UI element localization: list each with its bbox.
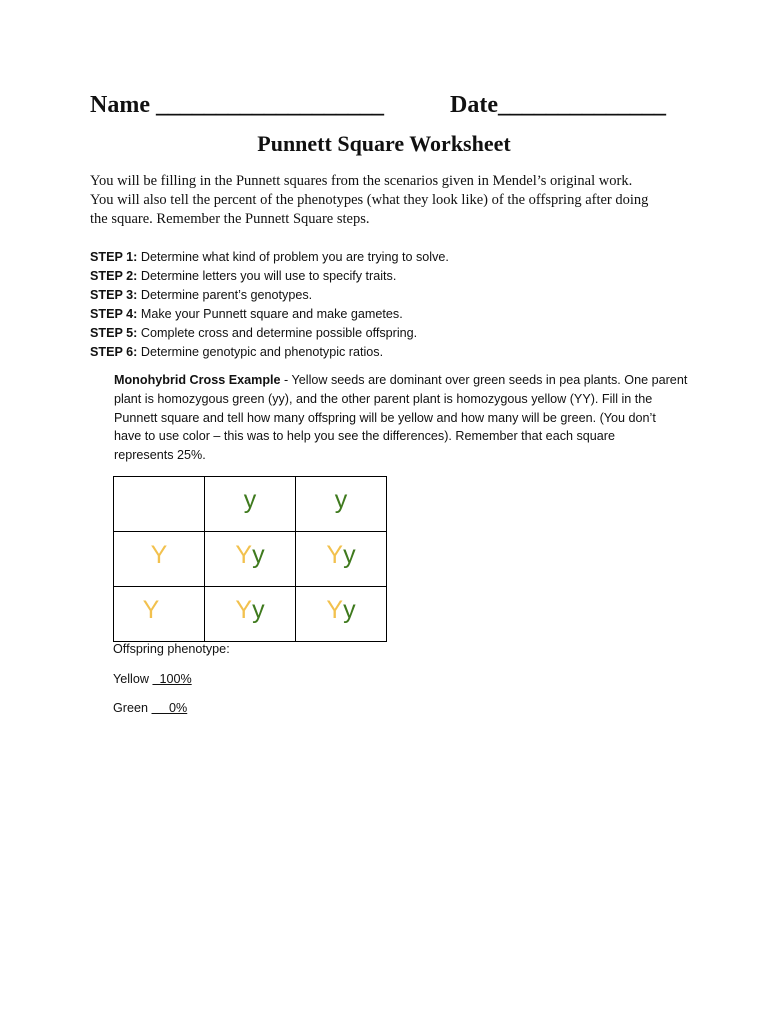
step-text: Determine parent’s genotypes. (137, 288, 313, 302)
punnett-row (114, 532, 387, 587)
allele-dominant: Y (326, 540, 344, 569)
punnett-top-allele (296, 477, 387, 532)
punnett-row-header (114, 477, 387, 532)
intro-paragraph (90, 172, 680, 229)
allele-dominant: Y (150, 540, 168, 569)
allele-dominant: Y (326, 595, 344, 624)
phenotype-yellow-label: Yellow (113, 672, 149, 686)
intro-line: You will be filling in the Punnett squares from the scenarios given in Mendel’s original work. (90, 173, 633, 189)
step-text: Determine what kind of problem you are trying to solve. (137, 250, 449, 264)
allele-dominant: Y (235, 595, 253, 624)
step-item (90, 286, 449, 305)
phenotype-green-row (113, 701, 187, 715)
punnett-top-allele (205, 477, 296, 532)
punnett-cell[interactable] (205, 532, 296, 587)
allele-dominant: Y (235, 540, 253, 569)
phenotype-yellow-value[interactable]: 100% (152, 672, 192, 686)
phenotype-green-label: Green (113, 701, 149, 715)
punnett-cell[interactable] (296, 587, 387, 642)
punnett-left-allele (114, 587, 205, 642)
step-item (90, 248, 449, 267)
step-label: STEP 2: (90, 269, 138, 283)
allele-recessive: y (343, 540, 356, 569)
page-title: Punnett Square Worksheet (257, 131, 511, 156)
step-item (90, 305, 449, 324)
allele-recessive: y (243, 485, 257, 514)
step-text: Make your Punnett square and make gametes. (137, 307, 403, 321)
punnett-row (114, 587, 387, 642)
example-line (114, 371, 694, 390)
example-heading: Monohybrid Cross Example (114, 373, 281, 387)
allele-recessive: y (343, 595, 356, 624)
step-item (90, 343, 449, 362)
step-item (90, 267, 449, 286)
intro-line: You will also tell the percent of the phenotypes (what they look like) of the offspring after doing (90, 192, 649, 208)
example-text: - Yellow seeds are dominant over green seeds in pea plants. One parent (280, 373, 688, 387)
example-line: plant is homozygous green (yy), and the other parent plant is homozygous yellow (YY). Fill in the (114, 391, 653, 406)
punnett-cell[interactable] (205, 587, 296, 642)
step-text: Complete cross and determine possible offspring. (137, 326, 418, 340)
step-label: STEP 5: (90, 326, 138, 340)
phenotype-yellow-row (113, 672, 192, 686)
step-item (90, 324, 449, 343)
steps-list (90, 248, 449, 362)
example-line: represents 25%. (114, 448, 206, 463)
name-field-label: Name ___________________ (90, 92, 384, 118)
example-line: have to use color – this was to help you see the differences). Remember that each square (114, 429, 616, 444)
step-text: Determine genotypic and phenotypic ratios. (137, 345, 384, 359)
step-label: STEP 6: (90, 345, 138, 359)
punnett-square (113, 476, 387, 642)
step-label: STEP 3: (90, 288, 138, 302)
step-label: STEP 1: (90, 250, 138, 264)
step-label: STEP 4: (90, 307, 138, 321)
phenotype-heading: Offspring phenotype: (113, 642, 230, 656)
allele-recessive: y (252, 540, 265, 569)
allele-recessive: y (334, 485, 348, 514)
punnett-corner-cell (114, 477, 205, 532)
allele-dominant: Y (142, 595, 160, 624)
step-text: Determine letters you will use to specify traits. (137, 269, 397, 283)
punnett-left-allele (114, 532, 205, 587)
allele-recessive: y (252, 595, 265, 624)
monohybrid-example (114, 371, 694, 465)
example-line: Punnett square and tell how many offspring will be yellow and how many will be green. (You don’t (114, 410, 656, 425)
date-field-label: Date______________ (450, 92, 666, 118)
punnett-cell[interactable] (296, 532, 387, 587)
intro-line: the square. Remember the Punnett Square steps. (90, 211, 370, 227)
phenotype-green-value[interactable]: 0% (151, 701, 188, 715)
